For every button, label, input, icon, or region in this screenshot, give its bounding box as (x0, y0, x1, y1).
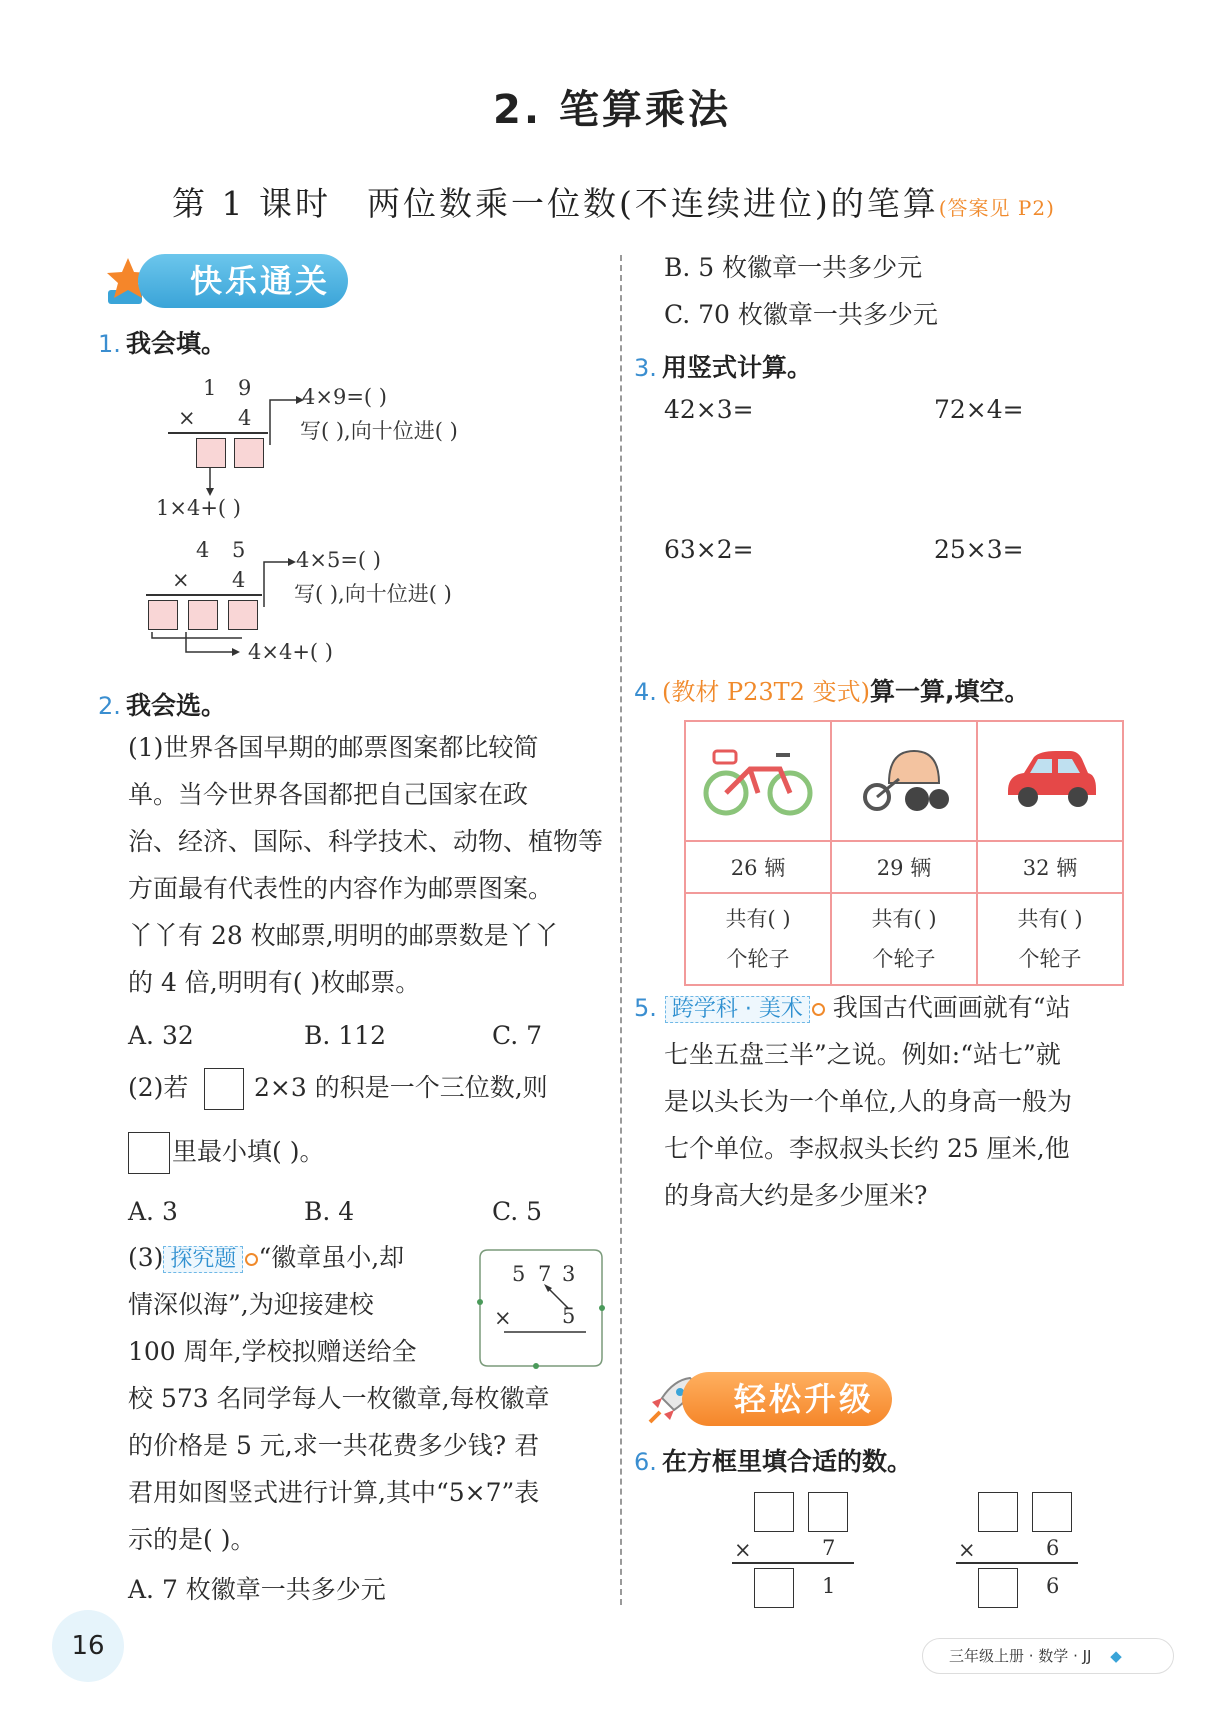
q6-number: 6. (634, 1448, 657, 1476)
q2-part3-calc-multiplier: 5 (562, 1304, 576, 1328)
q5-line: 我国古代画画就有“站 (832, 993, 1071, 1022)
q6b-rule (956, 1562, 1078, 1564)
q1a-multiplier: 4 (238, 406, 252, 430)
q5-line: 七个单位。李叔叔头长约 25 厘米,他 (664, 1134, 1070, 1163)
q2-part1-line: 单。当今世界各国都把自己国家在政 (128, 780, 529, 809)
q4-fill: 共有( ) (1017, 907, 1083, 931)
q2-part3-option-a[interactable]: A. 7 枚徽章一共多少元 (128, 1575, 386, 1604)
q1b-step1: 4×5=( ) (296, 548, 381, 572)
q2-part3-line: 100 周年,学校拟赠送给全 (128, 1337, 417, 1366)
car-icon (1000, 739, 1100, 819)
q6a-result-box[interactable] (754, 1568, 794, 1608)
q6b-times-sign: × (958, 1538, 976, 1562)
q2-part1-text (128, 724, 614, 1006)
q2-part1-line: 治、经济、国际、科学技术、动物、植物等 (128, 827, 604, 856)
q4-cell-bicycle (685, 721, 831, 841)
q2-part1-line: 丫丫有 28 枚邮票,明明的邮票数是丫丫 (128, 921, 559, 950)
q5-first-line (634, 984, 1071, 1033)
q1b-multiplier: 4 (232, 568, 246, 592)
q4-heading (634, 672, 1029, 708)
q3-item: 63×2= (664, 535, 754, 564)
tag-dot-icon (245, 1253, 258, 1266)
q4-cell-car (977, 721, 1123, 841)
q6a-times-sign: × (734, 1538, 752, 1562)
q2-part3-first-line (128, 1234, 404, 1283)
q2-part3-line: 情深似海”,为迎接建校 (128, 1290, 374, 1319)
bicycle-icon (698, 739, 818, 819)
q1a-step2: 写( ),向十位进( ) (300, 419, 458, 443)
q6a-rule (732, 1562, 854, 1564)
lesson-number: 第 1 课时 (172, 184, 331, 223)
q4-count: 32 辆 (977, 841, 1123, 893)
q2-part3-start: (3) (128, 1243, 164, 1272)
page-number: 16 (52, 1610, 124, 1682)
page-title: 2. 笔算乘法 (493, 87, 731, 133)
q2-part3-line: 君用如图竖式进行计算,其中“5×7”表 (128, 1478, 540, 1507)
q6-heading (634, 1442, 912, 1478)
q2-part1-line: 的 4 倍,明明有( )枚邮票。 (128, 968, 421, 997)
q4-unit: 个轮子 (1018, 947, 1082, 971)
q2-number: 2. (98, 692, 121, 720)
q5-number: 5. (634, 994, 657, 1022)
answer-reference: (答案见 P2) (938, 196, 1055, 220)
q1a-carry-step: 1×4+( ) (156, 496, 241, 520)
q1a-digit-tens: 1 (203, 376, 217, 400)
q3-item: 72×4= (934, 395, 1024, 424)
q4-source: (教材 P23T2 变式) (662, 678, 870, 706)
q2-part3-line: “徽章虽小,却 (258, 1243, 405, 1272)
q4-fill: 共有( ) (871, 907, 937, 931)
q4-answer-cell[interactable] (977, 893, 1123, 985)
q1a-times-sign: × (178, 406, 196, 430)
q3-title: 用竖式计算。 (662, 353, 813, 382)
q2-part2-start: (2)若 (128, 1073, 189, 1102)
diamond-icon: ◆ (1110, 1647, 1122, 1665)
q1b-step2: 写( ),向十位进( ) (294, 582, 452, 606)
q4-title: 算一算,填空。 (869, 677, 1030, 706)
q6b-multiplier: 6 (1046, 1536, 1060, 1560)
q6-title: 在方框里填合适的数。 (662, 1447, 913, 1476)
q2-part2-blank-box[interactable] (204, 1068, 244, 1110)
tag-dot-icon (812, 1003, 825, 1016)
q4-fill: 共有( ) (725, 907, 791, 931)
q1b-digit-tens: 4 (196, 538, 210, 562)
q1-title: 我会填。 (126, 329, 227, 358)
q2-part3-calc-times: × (494, 1306, 512, 1330)
q2-part2-option-c[interactable]: C. 5 (492, 1197, 543, 1226)
q2-part1-line: 方面最有代表性的内容作为邮票图案。 (128, 874, 554, 903)
q6b-digit-box[interactable] (978, 1492, 1018, 1532)
q3-number: 3. (634, 354, 657, 382)
q2-part2-blank-box[interactable] (128, 1132, 170, 1174)
q2-title: 我会选。 (126, 691, 227, 720)
q4-count: 29 辆 (831, 841, 977, 893)
q2-part3-line: 的价格是 5 元,求一共花费多少钱? 君 (128, 1431, 540, 1460)
q1b-digit-ones: 5 (232, 538, 246, 562)
q2-part3-line: 校 573 名同学每人一枚徽章,每枚徽章 (128, 1384, 550, 1413)
q2-part3-calc-digit: 5 (512, 1262, 526, 1286)
lesson-subtitle (172, 178, 1055, 225)
section-upgrade-label: 轻松升级 (682, 1372, 892, 1426)
q3-item: 25×3= (934, 535, 1024, 564)
q5-tag: 跨学科 · 美术 (665, 996, 810, 1023)
column-divider (620, 255, 622, 1605)
q6b-digit-box[interactable] (1032, 1492, 1072, 1532)
q2-part1-option-c[interactable]: C. 7 (492, 1021, 543, 1050)
q4-unit: 个轮子 (726, 947, 790, 971)
book-label-text: 三年级上册 · 数学 · JJ (949, 1647, 1092, 1665)
q2-part3-calc-digit: 7 (538, 1262, 552, 1286)
q6a-multiplier: 7 (822, 1536, 836, 1560)
q2-heading (98, 686, 226, 722)
q3-item: 42×3= (664, 395, 754, 424)
tricycle-icon (859, 739, 949, 819)
q4-answer-cell[interactable] (685, 893, 831, 985)
q2-part3-tag: 探究题 (163, 1246, 243, 1273)
q3-heading (634, 348, 812, 384)
q2-part3-option-c[interactable]: C. 70 枚徽章一共多少元 (664, 300, 938, 329)
q6a-digit-box[interactable] (808, 1492, 848, 1532)
q1a-step1: 4×9=( ) (302, 385, 387, 409)
q2-part2-option-a[interactable]: A. 3 (128, 1197, 178, 1226)
q1-number: 1. (98, 330, 121, 358)
q5-line: 七坐五盘三半”之说。例如:“站七”就 (664, 1040, 1061, 1069)
q2-part3-calc-digit: 3 (562, 1262, 576, 1286)
book-label (922, 1638, 1174, 1674)
q6b-result-digit: 6 (1046, 1574, 1060, 1598)
q4-cell-tricycle (831, 721, 977, 841)
q4-number: 4. (634, 678, 657, 706)
q2-part1-option-a[interactable]: A. 32 (128, 1021, 194, 1050)
q6a-digit-box[interactable] (754, 1492, 794, 1532)
q2-part3-option-b[interactable]: B. 5 枚徽章一共多少元 (664, 253, 923, 282)
q1b-times-sign: × (172, 568, 190, 592)
q1-heading (98, 324, 226, 360)
q1a-arrows (200, 390, 310, 500)
q1a-digit-ones: 9 (238, 376, 252, 400)
q4-unit: 个轮子 (872, 947, 936, 971)
section-happy-label: 快乐通关 (138, 254, 348, 308)
q6a-result-digit: 1 (822, 1574, 836, 1598)
q5-line: 的身高大约是多少厘米? (664, 1181, 928, 1210)
q4-answer-cell[interactable] (831, 893, 977, 985)
q4-count: 26 辆 (685, 841, 831, 893)
q5-line: 是以头长为一个单位,人的身高一般为 (664, 1087, 1072, 1116)
lesson-topic: 两位数乘一位数(不连续进位)的笔算 (366, 184, 939, 223)
q2-part3-line: 示的是( )。 (128, 1525, 256, 1554)
q2-part1-option-b[interactable]: B. 112 (304, 1021, 386, 1050)
q2-part2-middle: 2×3 的积是一个三位数,则 (254, 1073, 548, 1102)
q2-part1-line: (1)世界各国早期的邮票图案都比较简 (128, 733, 539, 762)
q2-part2-option-b[interactable]: B. 4 (304, 1197, 355, 1226)
q2-part2-end: 里最小填( )。 (172, 1137, 325, 1166)
q1b-carry-step: 4×4+( ) (248, 640, 333, 664)
q4-table (684, 720, 1124, 986)
q6b-result-box[interactable] (978, 1568, 1018, 1608)
